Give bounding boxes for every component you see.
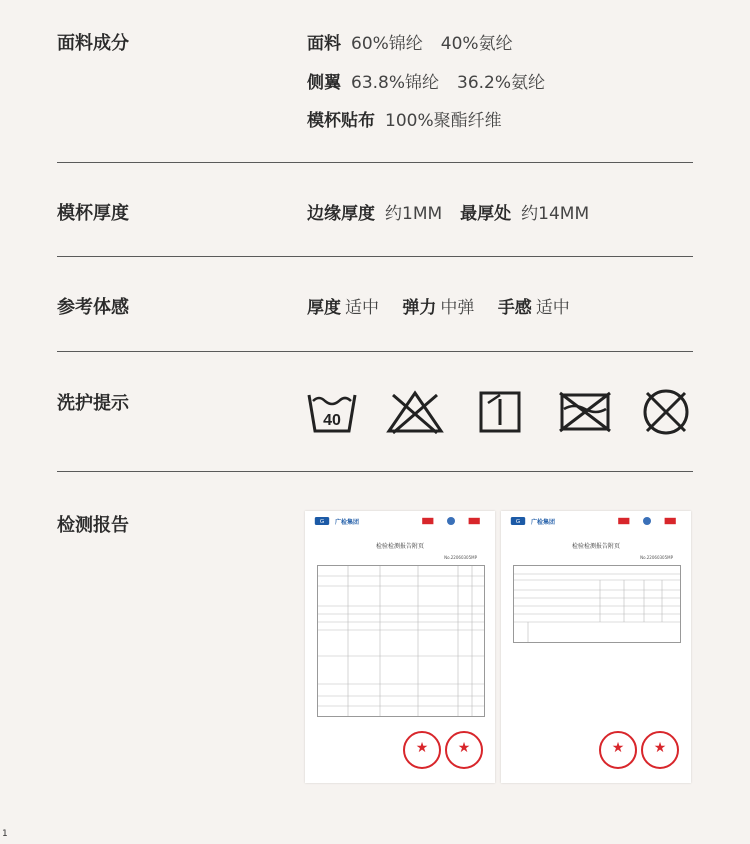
fabric-value: 100%聚酯纤维 (385, 111, 502, 131)
red-seal-icon: ★ (445, 731, 483, 769)
feel-value: 适中 (535, 298, 570, 318)
divider (57, 162, 693, 163)
wash-temp: 40 (323, 412, 341, 429)
red-seal-icon: ★ (599, 731, 637, 769)
feel-value: 适中 (345, 298, 379, 318)
divider (57, 351, 693, 352)
accreditation-marks-icon (415, 517, 487, 525)
feel-key: 弹力 (402, 298, 437, 318)
report-title: 检验检测报告附页 (571, 543, 620, 550)
fabric-label: 面料成分 (57, 33, 129, 54)
gttc-logo-icon (509, 517, 527, 525)
fabric-key: 面料 (307, 34, 341, 54)
accreditation-marks-icon (611, 517, 683, 525)
divider (57, 256, 693, 257)
page-number: 1 (2, 829, 8, 839)
report-org: 广检集团 (335, 519, 360, 526)
svg-text:G: G (515, 519, 521, 525)
fabric-line-2 (307, 68, 563, 93)
report-label: 检测报告 (57, 515, 129, 536)
feel-line (307, 293, 588, 318)
fabric-key: 侧翼 (307, 73, 341, 93)
svg-text:G: G (319, 519, 325, 525)
red-seal-icon: ★ (641, 731, 679, 769)
thickness-line (307, 199, 607, 224)
test-report-2[interactable] (501, 511, 691, 783)
fabric-line-1 (307, 29, 531, 54)
no-bleach-icon (385, 387, 445, 437)
gttc-logo-icon (313, 517, 331, 525)
thickness-label: 模杯厚度 (57, 203, 129, 224)
thickness-key: 最厚处 (460, 204, 512, 224)
fabric-value: 60%锦纶 (351, 34, 423, 54)
wash-40-icon (307, 387, 357, 437)
care-label: 洗护提示 (57, 393, 129, 414)
fabric-line-3 (307, 106, 520, 131)
test-report-1[interactable] (305, 511, 495, 783)
report-number: No.22060305MP (444, 555, 477, 560)
thickness-value: 约14MM (521, 204, 590, 224)
fabric-value: 36.2%氨纶 (457, 73, 546, 93)
no-tumble-dry-icon (556, 387, 614, 437)
divider (57, 471, 693, 472)
feel-label: 参考体感 (57, 297, 129, 318)
report-title: 检验检测报告附页 (375, 543, 424, 550)
no-dry-clean-icon (641, 387, 691, 437)
thickness-key: 边缘厚度 (307, 204, 375, 224)
report-number: No.22060305MP (640, 555, 673, 560)
report-table (317, 565, 485, 717)
red-seal-icon: ★ (403, 731, 441, 769)
feel-key: 厚度 (307, 298, 341, 318)
thickness-value: 约1MM (385, 204, 443, 224)
report-table (513, 565, 681, 643)
feel-value: 中弹 (440, 298, 475, 318)
report-org: 广检集团 (531, 519, 556, 526)
tumble-dry-hang-icon (478, 387, 522, 437)
fabric-value: 63.8%锦纶 (351, 73, 440, 93)
feel-key: 手感 (497, 298, 532, 318)
fabric-value: 40%氨纶 (440, 34, 513, 54)
fabric-key: 模杯贴布 (307, 111, 375, 131)
